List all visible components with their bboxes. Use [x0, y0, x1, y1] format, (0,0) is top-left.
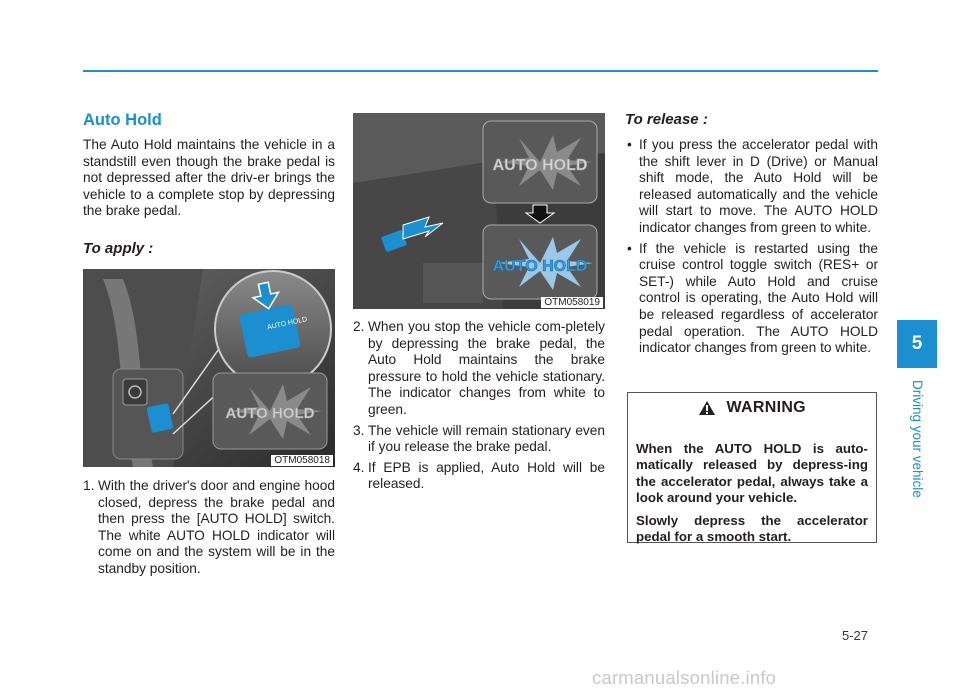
steps-list — [83, 478, 335, 578]
header-rule — [83, 70, 878, 72]
figure-code: OTM058019 — [541, 297, 603, 308]
warning-body — [636, 441, 868, 545]
warning-paragraph: When the AUTO HOLD is auto-matically released by depress-ing the accelerator pedal, always take a look around your vehicle. — [636, 441, 868, 506]
figure-brake-pedal — [353, 113, 605, 309]
warning-paragraph: Slowly depress the accelerator pedal for a smooth start. — [636, 512, 868, 545]
column-2 — [353, 113, 605, 497]
release-list — [625, 137, 878, 357]
item-text: If EPB is applied, Auto Hold will be released. — [368, 459, 605, 492]
list-item — [353, 319, 605, 419]
chapter-title: Driving your vehicle — [910, 380, 925, 498]
column-1 — [83, 110, 335, 582]
item-number: 3. — [353, 422, 365, 438]
intro-paragraph: The Auto Hold maintains the vehicle in a standstill even though the brake pedal is not depressed after the driv-er brings the vehicle to a complete stop by depressing the brake pedal. — [83, 137, 335, 219]
green-indicator-label: AUTO HOLD — [492, 258, 588, 275]
column-3 — [625, 111, 878, 361]
white-indicator-label: AUTO HOLD — [492, 157, 588, 174]
watermark: carmanualsonline.info — [592, 667, 777, 688]
list-item — [353, 423, 605, 456]
warning-title: WARNING — [726, 399, 806, 416]
item-number: 2. — [353, 319, 365, 334]
figure-auto-hold-switch — [83, 269, 335, 467]
figure-code: OTM058018 — [271, 455, 333, 466]
list-item — [353, 460, 605, 493]
chapter-title-side — [905, 380, 929, 500]
pedal-illustration — [353, 113, 605, 309]
list-item — [625, 241, 878, 357]
apply-subtitle: To apply : — [83, 239, 154, 257]
page-number: 5-27 — [842, 628, 869, 643]
bullet: • — [627, 240, 632, 256]
release-subtitle: To release : — [625, 111, 708, 128]
warning-icon — [698, 400, 716, 416]
item-text: If you press the accelerator pedal with the shift lever in D (Drive) or Manual shift mode, the Auto Hold will be released automatically and the vehicle will start to move. The AUTO HOLD indicator changes from green to white. — [639, 137, 878, 235]
steps-list — [353, 319, 605, 493]
bullet: • — [627, 137, 632, 152]
warning-header — [634, 399, 870, 429]
section-title: Auto Hold — [83, 111, 162, 129]
item-text: The vehicle will remain stationary even if you release the brake pedal. — [368, 422, 605, 455]
warning-box — [627, 392, 877, 543]
item-number: 4. — [353, 459, 365, 475]
item-text: With the driver's door and engine hood closed, depress the brake pedal and then press the [AUTO HOLD] switch. The white AUTO HOLD indicator will come on and the system will be in the standby position. — [98, 477, 335, 576]
indicator-label: AUTO HOLD — [225, 404, 315, 422]
list-item — [625, 137, 878, 237]
chapter-number-tab: 5 — [897, 320, 937, 368]
switch-label: AUTO HOLD — [266, 316, 308, 332]
console-illustration — [83, 269, 335, 467]
item-number: 1. — [83, 477, 95, 493]
item-text: When you stop the vehicle com-pletely by depressing the brake pedal, the Auto Hold maintains the brake pressure to hold the vehicle stationary. The indicator changes from white to green. — [368, 319, 605, 417]
list-item — [83, 478, 335, 578]
item-text: If the vehicle is restarted using the cruise control toggle switch (RES+ or SET-) while Auto Hold and cruise control is operating, the Auto Hold will be released regardless of accelerator pedal operation. The AUTO HOLD indicator changes from green to white. — [639, 240, 878, 356]
